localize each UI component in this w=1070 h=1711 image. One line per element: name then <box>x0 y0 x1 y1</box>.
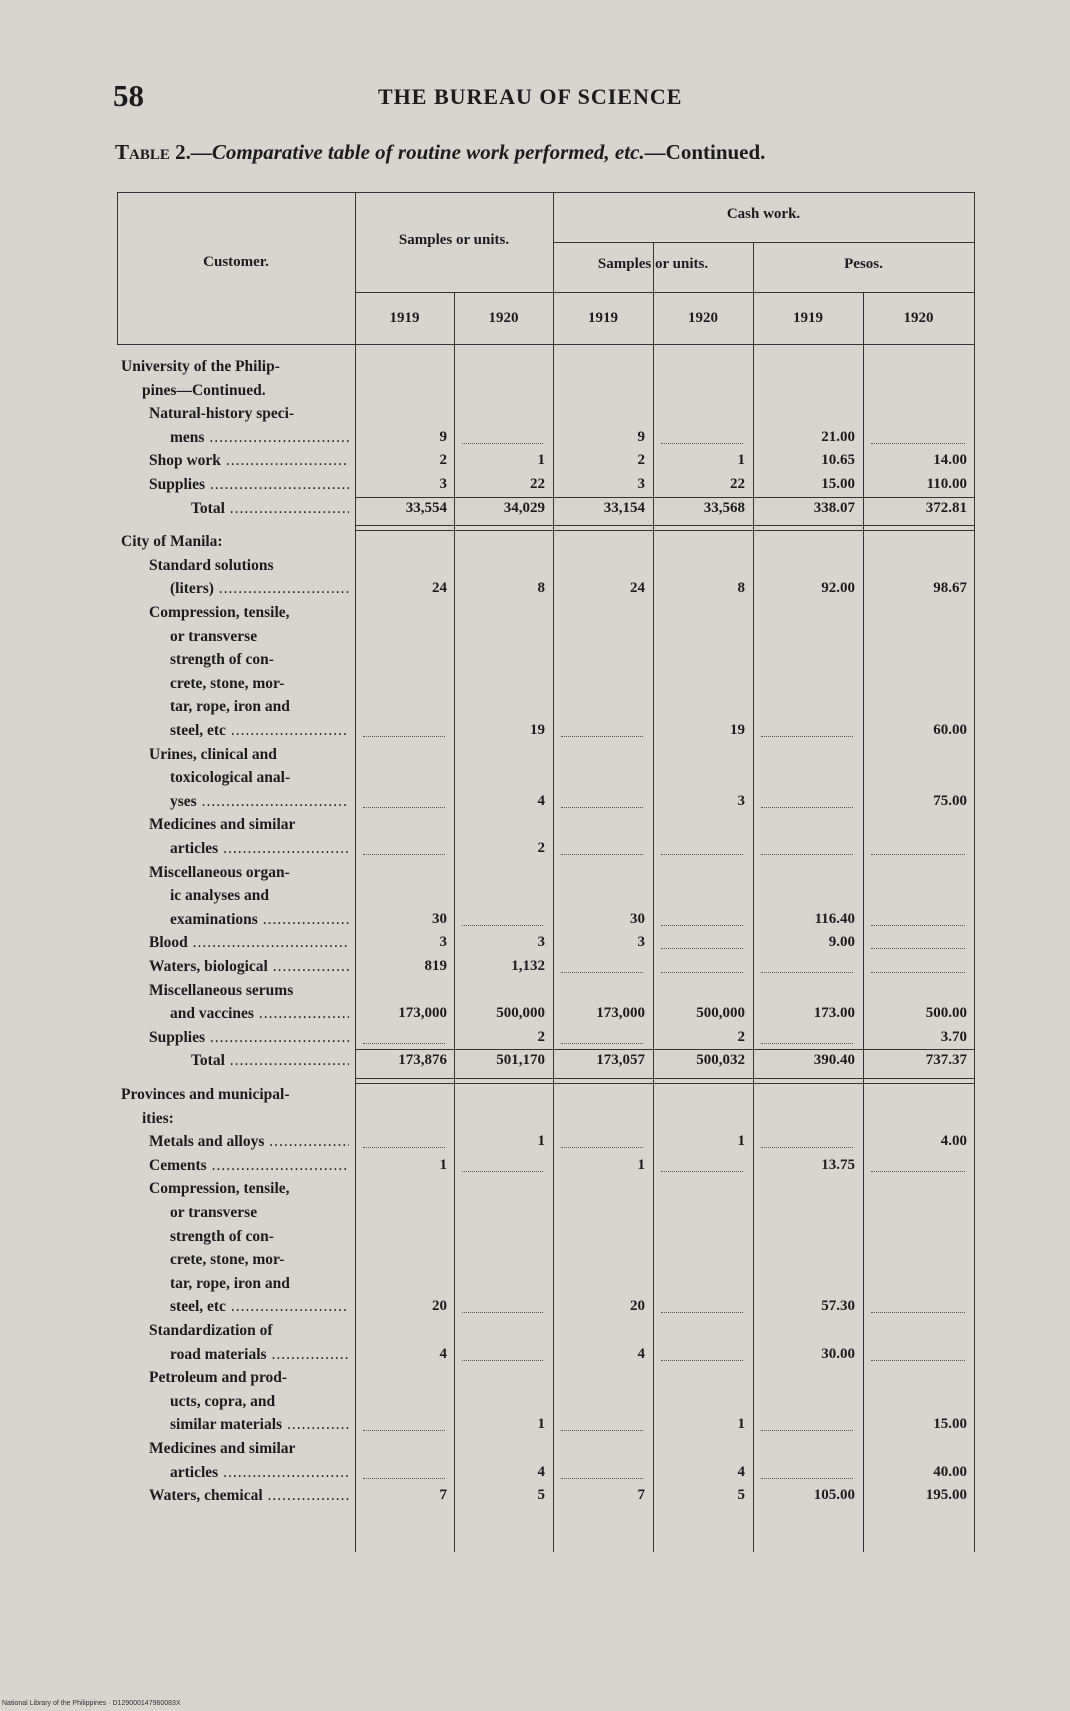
table-row <box>117 982 974 1029</box>
empty-cell-leader <box>871 854 965 855</box>
row-label: steel, etc ..... <box>170 1298 349 1316</box>
empty-cell-leader <box>661 854 743 855</box>
empty-cell-leader <box>561 972 643 973</box>
table-cell: 3 <box>537 934 545 951</box>
table-top-rule <box>117 192 974 193</box>
row-label: Cements ..... <box>149 1157 349 1175</box>
table-cell: 19 <box>530 722 545 738</box>
total-double-rule <box>355 1078 974 1084</box>
table-cell: 1 <box>537 452 545 469</box>
empty-cell-leader <box>761 972 853 973</box>
header-customer: Customer. <box>203 254 269 270</box>
table-cell: 7 <box>439 1487 447 1504</box>
caption-continued: —Continued. <box>644 140 766 164</box>
table-cell: 20 <box>630 1298 645 1315</box>
table-row <box>117 452 974 476</box>
table-cell: 20 <box>432 1298 447 1315</box>
row-label: ities: <box>142 1109 174 1127</box>
row-label: steel, etc ..... <box>170 722 349 740</box>
table-cell: 9 <box>637 428 645 445</box>
table-cell: 173,000 <box>596 1005 645 1022</box>
table-cell: 15.00 <box>821 476 855 492</box>
table-row <box>117 358 974 405</box>
row-label: or transverse <box>170 1203 258 1221</box>
table-cell: 4 <box>537 1463 545 1480</box>
row-label: strength of con- <box>170 651 274 669</box>
row-label: Total ..... <box>191 500 349 518</box>
table-cell: 7 <box>637 1487 645 1504</box>
row-label: Urines, clinical and <box>149 745 277 763</box>
row-label: Natural-history speci- <box>149 405 295 423</box>
empty-cell-leader <box>761 1478 853 1479</box>
empty-cell-leader <box>363 1478 445 1479</box>
total-double-rule <box>355 525 974 531</box>
empty-cell-leader <box>761 1147 853 1148</box>
table-row <box>117 1322 974 1369</box>
table-cell: 33,554 <box>405 499 447 516</box>
table-cell: 34,029 <box>503 499 545 516</box>
table-cell: 33,568 <box>703 499 745 516</box>
table-cell: 9.00 <box>828 934 855 951</box>
empty-cell-leader <box>871 972 965 973</box>
empty-cell-leader <box>363 854 445 855</box>
row-label: City of Manila: <box>121 533 223 551</box>
empty-cell-leader <box>661 972 743 973</box>
table-cell: 173.00 <box>813 1005 855 1022</box>
empty-cell-leader <box>761 807 853 808</box>
table-row <box>117 1180 974 1322</box>
table-caption <box>115 140 975 165</box>
table-cell: 3 <box>439 934 447 951</box>
empty-cell-leader <box>661 925 743 926</box>
table-cell: 2 <box>737 1028 745 1045</box>
row-label: articles ..... <box>170 840 349 858</box>
row-label: Standardization of <box>149 1322 273 1339</box>
table-left-rule <box>117 192 118 344</box>
table-cell: 30 <box>630 910 645 927</box>
table-row <box>117 934 974 958</box>
table-row <box>117 1369 974 1440</box>
table-cell: 3 <box>637 476 645 492</box>
row-label: Metals and alloys ..... <box>149 1133 349 1151</box>
table-cell: 33,154 <box>603 499 645 516</box>
scan-footer: National Library of the Philippines · D129000147960083X <box>2 1700 181 1707</box>
table-cell: 1 <box>439 1156 447 1173</box>
empty-cell-leader <box>363 807 445 808</box>
header-bottom-rule <box>117 344 974 345</box>
table-cell: 14.00 <box>933 452 967 469</box>
row-label: Blood ..... <box>149 934 349 952</box>
row-label: crete, stone, mor- <box>170 674 285 692</box>
row-label: ucts, copra, and <box>170 1392 276 1410</box>
table-cell: 92.00 <box>821 580 855 597</box>
table-cell: 30 <box>432 910 447 927</box>
row-label: Provinces and municipal- <box>121 1086 290 1103</box>
row-label: toxicological anal- <box>170 769 291 787</box>
table-cell: 4 <box>637 1345 645 1362</box>
table-cell: 75.00 <box>933 792 967 809</box>
table-cell: 15.00 <box>933 1416 967 1433</box>
empty-cell-leader <box>561 1478 643 1479</box>
empty-cell-leader <box>761 736 853 737</box>
table-cell: 390.40 <box>813 1052 855 1069</box>
table-cell: 173,057 <box>596 1052 645 1069</box>
row-label: ic analyses and <box>170 887 270 905</box>
table-cell: 1 <box>637 1156 645 1173</box>
empty-cell-leader <box>871 1360 965 1361</box>
row-label: Compression, tensile, <box>149 604 290 621</box>
row-label: tar, rope, iron and <box>170 698 290 716</box>
row-label: articles ..... <box>170 1464 349 1482</box>
year-header: 1920 <box>688 310 718 326</box>
row-label: Waters, chemical ..... <box>149 1487 349 1505</box>
table-cell: 2 <box>439 452 447 469</box>
table-row <box>117 557 974 604</box>
table-right-rule <box>974 192 975 1552</box>
empty-cell-leader <box>462 1312 543 1313</box>
empty-cell-leader <box>871 443 965 444</box>
table-cell: 8 <box>537 580 545 597</box>
empty-cell-leader <box>761 1430 853 1431</box>
row-label: Compression, tensile, <box>149 1180 290 1198</box>
empty-cell-leader <box>871 925 965 926</box>
table-cell: 1 <box>737 452 745 469</box>
table-cell: 3 <box>439 476 447 492</box>
row-label: Medicines and similar <box>149 816 296 834</box>
table-row <box>117 1440 974 1487</box>
row-label: yses ..... <box>170 793 349 811</box>
table-row <box>117 864 974 935</box>
table-row <box>117 1086 974 1133</box>
table-row <box>117 746 974 817</box>
table-cell: 9 <box>439 428 447 445</box>
row-label: or transverse <box>170 627 258 645</box>
table-cell: 2 <box>537 1028 545 1045</box>
table-cell: 737.37 <box>925 1052 967 1069</box>
table-cell: 500,000 <box>696 1005 745 1022</box>
table-row <box>117 405 974 452</box>
row-label: Miscellaneous organ- <box>149 863 290 881</box>
caption-title: —Comparative table of routine work performed, etc. <box>190 140 645 164</box>
table-cell: 500,032 <box>696 1052 745 1069</box>
empty-cell-leader <box>561 807 643 808</box>
table-cell: 2 <box>537 839 545 856</box>
year-header: 1920 <box>488 310 519 326</box>
table-cell: 1 <box>537 1416 545 1433</box>
table-cell: 1 <box>737 1133 745 1150</box>
table-cell: 1,132 <box>511 958 545 974</box>
table-cell: 98.67 <box>933 580 967 597</box>
table-cell: 1 <box>737 1416 745 1433</box>
row-label: road materials ..... <box>170 1346 349 1364</box>
routine-work-table <box>117 192 974 1552</box>
empty-cell-leader <box>871 948 965 949</box>
table-cell: 24 <box>630 580 645 597</box>
table-row <box>117 604 974 746</box>
table-cell: 338.07 <box>813 499 855 516</box>
row-label: Miscellaneous serums <box>149 981 294 999</box>
caption-label: Table 2. <box>115 140 191 164</box>
empty-cell-leader <box>661 948 743 949</box>
row-label: University of the Philip- <box>121 358 280 375</box>
row-label: Petroleum and prod- <box>149 1369 288 1387</box>
row-label: Supplies ..... <box>149 1029 349 1047</box>
page-number: 58 <box>113 78 144 113</box>
row-label: Standard solutions <box>149 556 274 574</box>
year-header: 1920 <box>903 310 934 326</box>
table-cell: 3 <box>637 934 645 951</box>
empty-cell-leader <box>462 1171 543 1172</box>
empty-cell-leader <box>661 1171 743 1172</box>
row-label: tar, rope, iron and <box>170 1274 290 1292</box>
row-label: (liters) ..... <box>170 580 349 598</box>
row-label: crete, stone, mor- <box>170 1251 285 1269</box>
table-cell: 501,170 <box>496 1052 545 1069</box>
total-rule <box>355 497 974 498</box>
empty-cell-leader <box>363 1147 445 1148</box>
row-label: Supplies ..... <box>149 476 349 494</box>
table-row <box>117 1133 974 1157</box>
table-cell: 22 <box>730 476 745 492</box>
table-cell: 30.00 <box>821 1345 855 1362</box>
empty-cell-leader <box>871 1312 965 1313</box>
table-cell: 4.00 <box>940 1133 967 1150</box>
table-cell: 19 <box>730 722 745 738</box>
empty-cell-leader <box>561 1430 643 1431</box>
subheader-rule <box>355 292 974 293</box>
row-label: Shop work ..... <box>149 452 349 470</box>
table-row <box>117 533 974 557</box>
table-cell: 819 <box>424 958 447 974</box>
empty-cell-leader <box>363 1430 445 1431</box>
table-row <box>117 958 974 982</box>
table-cell: 105.00 <box>813 1487 855 1504</box>
table-cell: 21.00 <box>821 428 855 445</box>
header-samples: Samples or units. <box>398 232 510 248</box>
row-label: similar materials ..... <box>170 1416 349 1434</box>
empty-cell-leader <box>871 1171 965 1172</box>
year-header: 1919 <box>793 310 823 326</box>
table-cell: 22 <box>530 476 545 492</box>
row-label: pines—Continued. <box>142 381 266 399</box>
empty-cell-leader <box>661 1360 743 1361</box>
table-cell: 24 <box>432 580 447 597</box>
table-row <box>117 1157 974 1181</box>
table-cell: 4 <box>439 1345 447 1362</box>
empty-cell-leader <box>561 736 643 737</box>
table-cell: 8 <box>737 580 745 597</box>
table-cell: 10.65 <box>821 452 855 469</box>
empty-cell-leader <box>462 925 543 926</box>
table-cell: 500.00 <box>925 1005 967 1022</box>
table-cell: 5 <box>537 1487 545 1504</box>
empty-cell-leader <box>661 1312 743 1313</box>
empty-cell-leader <box>363 1043 445 1044</box>
row-label: strength of con- <box>170 1227 274 1245</box>
empty-cell-leader <box>561 854 643 855</box>
running-head: THE BUREAU OF SCIENCE <box>378 84 683 109</box>
table-cell: 4 <box>537 792 545 809</box>
row-label: and vaccines ..... <box>170 1005 349 1023</box>
table-cell: 173,000 <box>398 1005 447 1022</box>
table-cell: 3.70 <box>940 1028 967 1045</box>
row-label: mens ..... <box>170 429 349 447</box>
row-label: Waters, biological ..... <box>149 958 349 976</box>
year-header: 1919 <box>389 310 420 326</box>
table-cell: 2 <box>637 452 645 469</box>
empty-cell-leader <box>761 854 853 855</box>
table-cell: 57.30 <box>821 1298 855 1315</box>
empty-cell-leader <box>761 1043 853 1044</box>
table-row <box>117 816 974 863</box>
table-cell: 4 <box>737 1463 745 1480</box>
table-cell: 40.00 <box>933 1463 967 1480</box>
table-cell: 5 <box>737 1487 745 1504</box>
cash-work-rule <box>553 242 974 243</box>
row-label: examinations ..... <box>170 911 349 929</box>
total-rule <box>355 1049 974 1050</box>
row-label: Total ..... <box>191 1052 349 1070</box>
header-cash-samples: Samples or units. <box>597 256 709 272</box>
empty-cell-leader <box>363 736 445 737</box>
table-cell: 195.00 <box>925 1487 967 1504</box>
table-cell: 116.40 <box>814 910 855 927</box>
table-row <box>117 1487 974 1511</box>
header-pesos: Pesos. <box>844 256 883 272</box>
table-cell: 173,876 <box>398 1052 447 1069</box>
year-header: 1919 <box>588 310 618 326</box>
row-label: Medicines and similar <box>149 1440 296 1457</box>
table-cell: 1 <box>537 1133 545 1150</box>
table-cell: 372.81 <box>925 499 967 516</box>
table-cell: 110.00 <box>926 476 967 492</box>
empty-cell-leader <box>561 1147 643 1148</box>
empty-cell-leader <box>561 1043 643 1044</box>
empty-cell-leader <box>462 1360 543 1361</box>
table-total-row <box>117 1052 974 1076</box>
table-total-row <box>117 500 974 524</box>
header-cash-work: Cash work. <box>726 206 801 222</box>
empty-cell-leader <box>462 443 543 444</box>
table-cell: 500,000 <box>496 1005 545 1022</box>
table-cell: 3 <box>737 792 745 809</box>
empty-cell-leader <box>661 443 743 444</box>
table-cell: 13.75 <box>821 1156 855 1173</box>
table-cell: 60.00 <box>933 722 967 738</box>
